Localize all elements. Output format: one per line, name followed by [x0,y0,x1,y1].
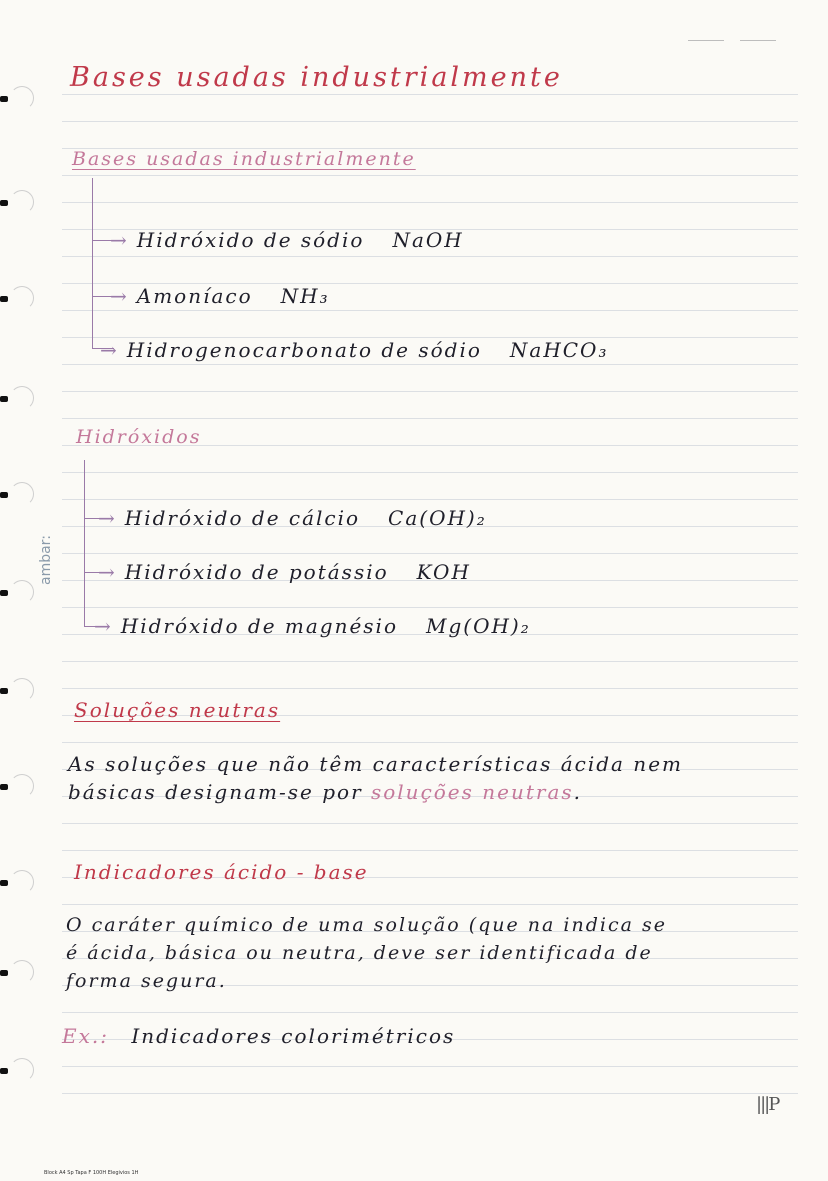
section-heading-hidroxidos: Hidróxidos [76,426,202,448]
ruled-line [62,661,798,662]
item-formula: NH₃ [280,284,330,308]
ruled-line [62,256,798,257]
ruled-line [62,688,798,689]
arrow-right-icon: → [98,506,117,530]
item-name: Hidrogenocarbonato de sódio [126,338,482,362]
section-heading-bases: Bases usadas industrialmente [72,148,416,170]
paragraph-line [68,780,582,804]
ruled-line [62,823,798,824]
ruled-line [62,904,798,905]
section-heading-indicadores: Indicadores ácido - base [74,860,369,884]
ruled-line [62,742,798,743]
ruled-line [62,850,798,851]
item-name: Hidróxido de magnésio [120,614,398,638]
ruled-line [62,310,798,311]
ruled-line [62,94,798,95]
example-label: Ex.: [62,1024,109,1048]
binder-ring [0,688,8,694]
list-item [98,506,487,530]
binder-ring [0,200,8,206]
arrow-right-icon: → [100,338,119,362]
item-name: Amoníaco [136,284,253,308]
list-item [98,560,471,584]
notebook-footer-text: Block A4 Sp Tapa F 100H Elegivios 1H [44,1170,139,1176]
example-line [62,1024,455,1048]
ruled-line [62,391,798,392]
paragraph-line: O caráter químico de uma solução (que na indica se [66,914,667,936]
tree-line [84,460,85,626]
item-formula: NaOH [392,228,464,252]
arrow-right-icon: → [98,560,117,584]
arrow-right-icon: → [110,284,129,308]
arrow-right-icon: → [110,228,129,252]
paragraph-line: As soluções que não têm características ácida nem [68,752,683,776]
binder-ring [0,96,8,102]
list-item [110,228,464,252]
date-field-mark [688,40,724,41]
binder-ring [0,492,8,498]
ruled-line [62,472,798,473]
ruled-line [62,175,798,176]
ruled-line [62,1012,798,1013]
list-item [110,284,330,308]
paragraph-line: é ácida, básica ou neutra, deve ser identificada de [66,942,653,964]
binder-ring [0,1068,8,1074]
example-text: Indicadores colorimétricos [131,1024,456,1048]
ruled-line [62,607,798,608]
ruled-line [62,553,798,554]
ruled-line [62,418,798,419]
ruled-line [62,1093,798,1094]
list-item [94,614,531,638]
section-heading-neutras: Soluções neutras [74,698,281,722]
item-name: Hidróxido de potássio [124,560,389,584]
ruled-line [62,202,798,203]
item-formula: KOH [416,560,471,584]
item-formula: NaHCO₃ [509,338,609,362]
tree-line [92,178,93,348]
binder-ring [0,590,8,596]
binder-ring [0,296,8,302]
binder-ring [0,396,8,402]
arrow-right-icon: → [94,614,113,638]
ruled-line [62,499,798,500]
highlighted-term: soluções neutras [370,780,574,804]
text-run: básicas designam-se por [68,780,371,804]
item-formula: Mg(OH)₂ [426,614,531,638]
binder-ring [0,970,8,976]
notebook-brand-logo: |||P [756,1094,779,1115]
item-name: Hidróxido de cálcio [124,506,361,530]
binder-ring [0,880,8,886]
text-run: . [573,780,583,804]
paragraph-line: forma segura. [66,970,227,992]
binder-ring [0,784,8,790]
ruled-line [62,121,798,122]
page-title: Bases usadas industrialmente [70,62,563,93]
item-formula: Ca(OH)₂ [388,506,487,530]
list-item [100,338,608,362]
date-field-mark [740,40,776,41]
ruled-line [62,1066,798,1067]
item-name: Hidróxido de sódio [136,228,365,252]
ruled-line [62,364,798,365]
side-label: ambar: [38,535,54,585]
